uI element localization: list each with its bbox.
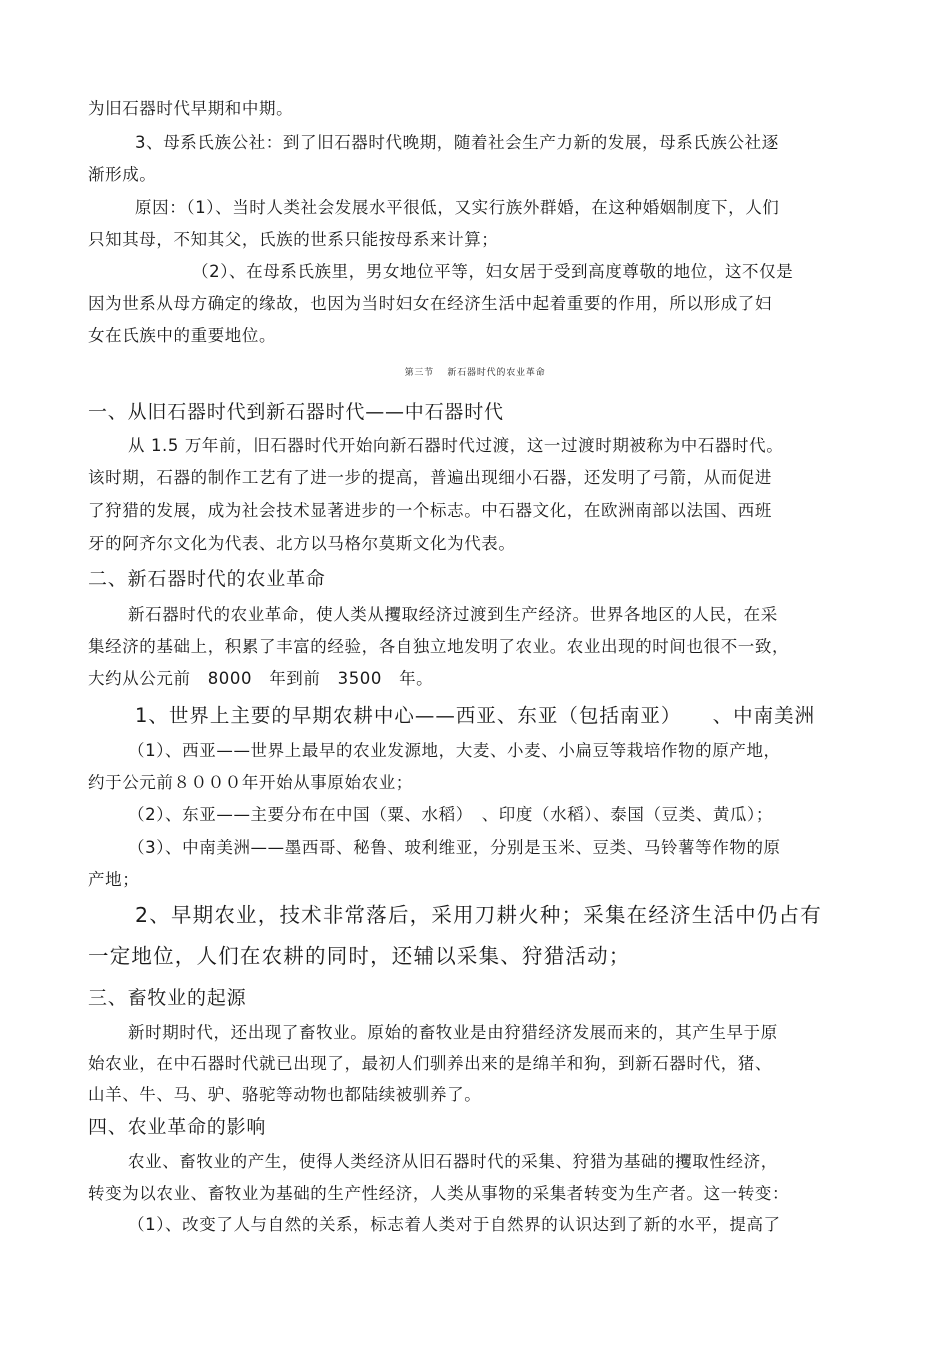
subheading: 1、世界上主要的早期农耕中心——西亚、东亚（包括南亚） 、中南美洲 xyxy=(135,704,816,727)
text-line: 转变为以农业、畜牧业为基础的生产性经济，人类从事物的采集者转变为生产者。这一转变： xyxy=(88,1184,790,1203)
text-line: 只知其母，不知其父，氏族的世系只能按母系来计算； xyxy=(88,230,499,249)
text-line: 山羊、牛、马、驴、骆驼等动物也都陆续被驯养了。 xyxy=(88,1085,482,1104)
text-line: 产地； xyxy=(88,870,140,889)
paragraph-line: 新石器时代的农业革命，使人类从攫取经济过渡到生产经济。世界各地区的人民，在采 xyxy=(128,605,778,624)
text-line: 因为世系从母方确定的缘故，也因为当时妇女在经济生活中起着重要的作用，所以形成了妇 xyxy=(88,294,772,313)
text-line: 渐形成。 xyxy=(88,165,157,184)
heading: 一、从旧石器时代到新石器时代——中石器时代 xyxy=(88,401,504,423)
paragraph-line: 农业、畜牧业的产生，使得人类经济从旧石器时代的采集、狩猎为基础的攫取性经济， xyxy=(128,1152,778,1171)
text-line: 约于公元前８０００年开始从事原始农业； xyxy=(88,773,413,792)
paragraph-line: （2）、东亚——主要分布在中国（粟、水稻） 、印度（水稻）、泰国（豆类、黄瓜）； xyxy=(128,805,773,824)
text-line: 为旧石器时代早期和中期。 xyxy=(88,99,294,118)
text-line: 该时期，石器的制作工艺有了进一步的提高，普遍出现细小石器，还发明了弓箭，从而促进 xyxy=(88,468,772,487)
paragraph-line: （2）、在母系氏族里，男女地位平等，妇女居于受到高度尊敬的地位，这不仅是 xyxy=(192,262,794,281)
subheading: 2、早期农业，技术非常落后，采用刀耕火种；采集在经济生活中仍占有 xyxy=(135,903,822,927)
heading: 二、新石器时代的农业革命 xyxy=(88,568,326,590)
text-line: 集经济的基础上，积累了丰富的经验，各自独立地发明了农业。农业出现的时间也很不一致， xyxy=(88,637,790,656)
text-line: 了狩猎的发展，成为社会技术显著进步的一个标志。中石器文化，在欧洲南部以法国、西班 xyxy=(88,501,772,520)
paragraph-line: （3）、中南美洲——墨西哥、秘鲁、玻利维亚，分别是玉米、豆类、马铃薯等作物的原 xyxy=(128,838,781,857)
paragraph-line: 原因：（1）、当时人类社会发展水平很低，又实行族外群婚，在这种婚姻制度下，人们 xyxy=(135,198,780,217)
text-line: 大约从公元前 8000 年到前 3500 年。 xyxy=(88,669,434,688)
text-line: 始农业，在中石器时代就已出现了，最初人们驯养出来的是绵羊和狗，到新石器时代，猪、 xyxy=(88,1054,772,1073)
section-title: 第三节 新石器时代的农业革命 xyxy=(404,368,546,378)
paragraph-line: （1）、西亚——世界上最早的农业发源地，大麦、小麦、小扁豆等栽培作物的原产地， xyxy=(128,741,781,760)
paragraph-line: 从 1.5 万年前，旧石器时代开始向新石器时代过渡，这一过渡时期被称为中石器时代。 xyxy=(128,436,784,455)
paragraph-line: （1）、改变了人与自然的关系，标志着人类对于自然界的认识达到了新的水平，提高了 xyxy=(128,1215,781,1234)
paragraph-line: 新时期时代，还出现了畜牧业。原始的畜牧业是由狩猎经济发展而来的，其产生早于原 xyxy=(128,1023,778,1042)
heading: 三、畜牧业的起源 xyxy=(88,987,247,1009)
heading: 四、农业革命的影响 xyxy=(88,1116,267,1138)
text-line: 女在氏族中的重要地位。 xyxy=(88,326,277,345)
text-line: 牙的阿齐尔文化为代表、北方以马格尔莫斯文化为代表。 xyxy=(88,534,516,553)
paragraph-line: 3、母系氏族公社：到了旧石器时代晚期，随着社会生产力新的发展，母系氏族公社逐 xyxy=(135,133,779,152)
text-line: 一定地位，人们在农耕的同时，还辅以采集、狩猎活动； xyxy=(88,944,631,968)
